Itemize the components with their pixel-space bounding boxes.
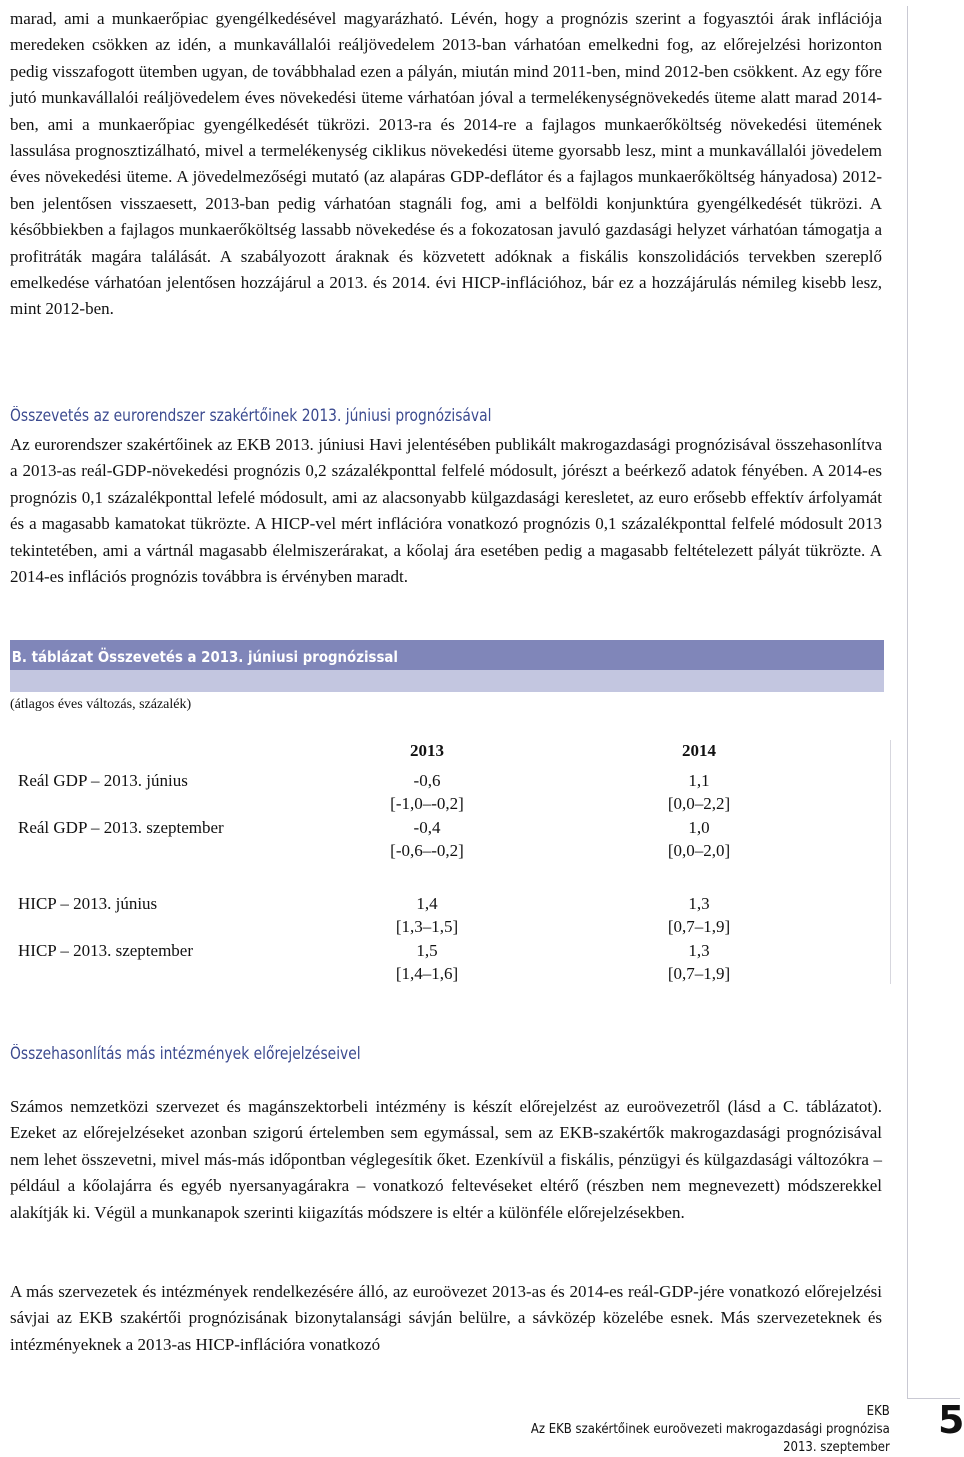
table-row-label: Reál GDP – 2013. június [18,771,188,790]
table-row-label: Reál GDP – 2013. szeptember [18,818,224,837]
other-institutions-paragraph-2: A más szervezetek és intézmények rendelkezésére álló, az euroövezet 2013-as és 2014-es reál-GDP-jére vonatkozó előrejelzési sávjai az EKB szakértői prognózisának bizonytalansági sávján belülre, a sávközép közelébe esnek. Más szervezeteknek és intézményeknek a 2013-as HICP-inflációra vonatkozó [10,1282,882,1354]
table-cell-range: [-0,6–-0,2] [390,841,464,860]
section-heading-comparison-june: Összevetés az eurorendszer szakértőinek 2013. júniusi prognózisával [10,406,492,425]
table-right-border [890,740,891,984]
table-cell-value: 1,4 [416,894,438,913]
table-cell-range: [1,4–1,6] [395,964,459,983]
page-number: 5 [938,1398,964,1442]
footer-publication-title: Az EKB szakértőinek euroövezeti makrogazdasági prognózisa [531,1422,890,1437]
table-box-subbar [10,670,884,692]
page-frame-right-rule [907,6,908,1398]
table-cell-value: 1,0 [688,818,710,837]
table-row-label: HICP – 2013. június [18,894,158,913]
table-header-2014: 2014 [682,741,716,760]
section-heading-other-institutions: Összehasonlítás más intézmények előrejelzéseivel [10,1044,361,1063]
table-cell-value: -0,4 [413,818,441,837]
table-cell-value: 1,5 [416,941,438,960]
footer-org: EKB [866,1404,890,1419]
comparison-june-paragraph: Az eurorendszer szakértőinek az EKB 2013. júniusi Havi jelentésében publikált makrogazdasági prognózisával összehasonlítva a 2013-as reál-GDP-növekedési prognózis 0,2 százalékponttal felfelé módosult, jórészt a beérkező adatok fényében. A 2014-es prognózis 0,1 százalékponttal lefelé módosult, ami az alacsonyabb külgazdasági keresletet, az euro erősebb effektív árfolyamát és a magasabb kamatokat tükrözte. A HICP-vel mért inflációra vonatkozó prognózis 0,1 százalékponttal felfelé módosult 2013 tekintetében, ami a vártnál magasabb élelmiszerárakat, a kőolaj ára esetében pedig a magasabb feltételezett pályát tükrözte. A 2014-es inflációs prognózis továbbra is érvényben maradt. [10,435,882,587]
table-cell-range: [-1,0–-0,2] [390,794,464,813]
table-cell-value: 1,1 [688,771,710,790]
footer-date: 2013. szeptember [783,1440,890,1455]
table-cell-value: 1,3 [688,894,710,913]
table-cell-range: [1,3–1,5] [395,917,459,936]
table-header-2013: 2013 [410,741,444,760]
other-institutions-paragraph-1: Számos nemzetközi szervezet és magánszektorbeli intézmény is készít előrejelzést az euroövezetről (lásd a C. táblázatot). Ezeket az előrejelzéseket azonban szigorú értelemben sem egymással, sem az EKB-szakértők makrogazdasági prognózisával nem lehet összevetni, mivel más-más időpontban véglegesítik őket. Ezenkívül a fiskális, pénzügyi és külgazdasági változókra – például a kőolajárra és egyéb nyersanyagárakra – vonatkozó feltevéseket eltérő (részben nem megnevezett) módszerekkel alakítják ki. Végül a munkanapok szerinti kiigazítás módszere is eltér a különféle előrejelzésekben. [10,1097,882,1222]
table-cell-range: [0,7–1,9] [667,917,731,936]
table-row-label: HICP – 2013. szeptember [18,941,194,960]
table-box-title-bar [10,640,884,670]
table-units-note: (átlagos éves változás, százalék) [10,697,192,712]
page-footer [531,1403,890,1457]
table-cell-range: [0,0–2,2] [667,794,731,813]
table-cell-range: [0,0–2,0] [667,841,731,860]
table-cell-value: -0,6 [413,771,441,790]
table-cell-range: [0,7–1,9] [667,964,731,983]
intro-paragraph: marad, ami a munkaerőpiac gyengélkedésével magyarázható. Lévén, hogy a prognózis szerint a fogyasztói árak inflációja meredeken csökken az idén, a munkavállalói reáljövedelem 2013-ban várhatóan emelkedni fog, az előrejelzési horizonton pedig visszafogott ütemben ugyan, de továbbhalad ezen a pályán, miután mind 2011-ben, mind 2012-ben csökkent. Az egy főre jutó munkavállalói reáljövedelem éves növekedési üteme várhatóan jóval a termelékenységnövekedés üteme alatt marad 2014-ben, ami a munkaerőpiac gyengélkedését tükrözi. 2013-ra és 2014-re a fajlagos munkaerőköltség növekedési ütemének lassulása prognosztizálható, mivel a termelékenység ciklikus növekedési üteme gyorsabb lesz, mint a munkavállalói jövedelem éves növekedési üteme. A jövedelmezőségi mutató (az alapáras GDP-deflátor és a fajlagos munkaerőköltség hányadosa) 2012-ben jelentősen visszaesett, 2013-ban pedig várhatóan stagnáli fog, ami a belföldi konjunktúra gyengélkedését tükrözi. A későbbiekben a fajlagos munkaerőköltség lassabb növekedése és a fokozatosan javuló gazdasági helyzet várhatóan támogatja a profitráták magára találását. A szabályozott áraknak és közvetett adóknak a fiskális konszolidációs tervekben szereplő emelkedése várhatóan jelentősen hozzájárul a 2013. és 2014. évi HICP-inflációhoz, bár ez a hozzájárulás némileg kisebb lesz, mint 2012-ben. [10,9,882,319]
table-box-title: B. táblázat Összevetés a 2013. júniusi prognózissal [11,648,398,666]
table-cell-value: 1,3 [688,941,710,960]
